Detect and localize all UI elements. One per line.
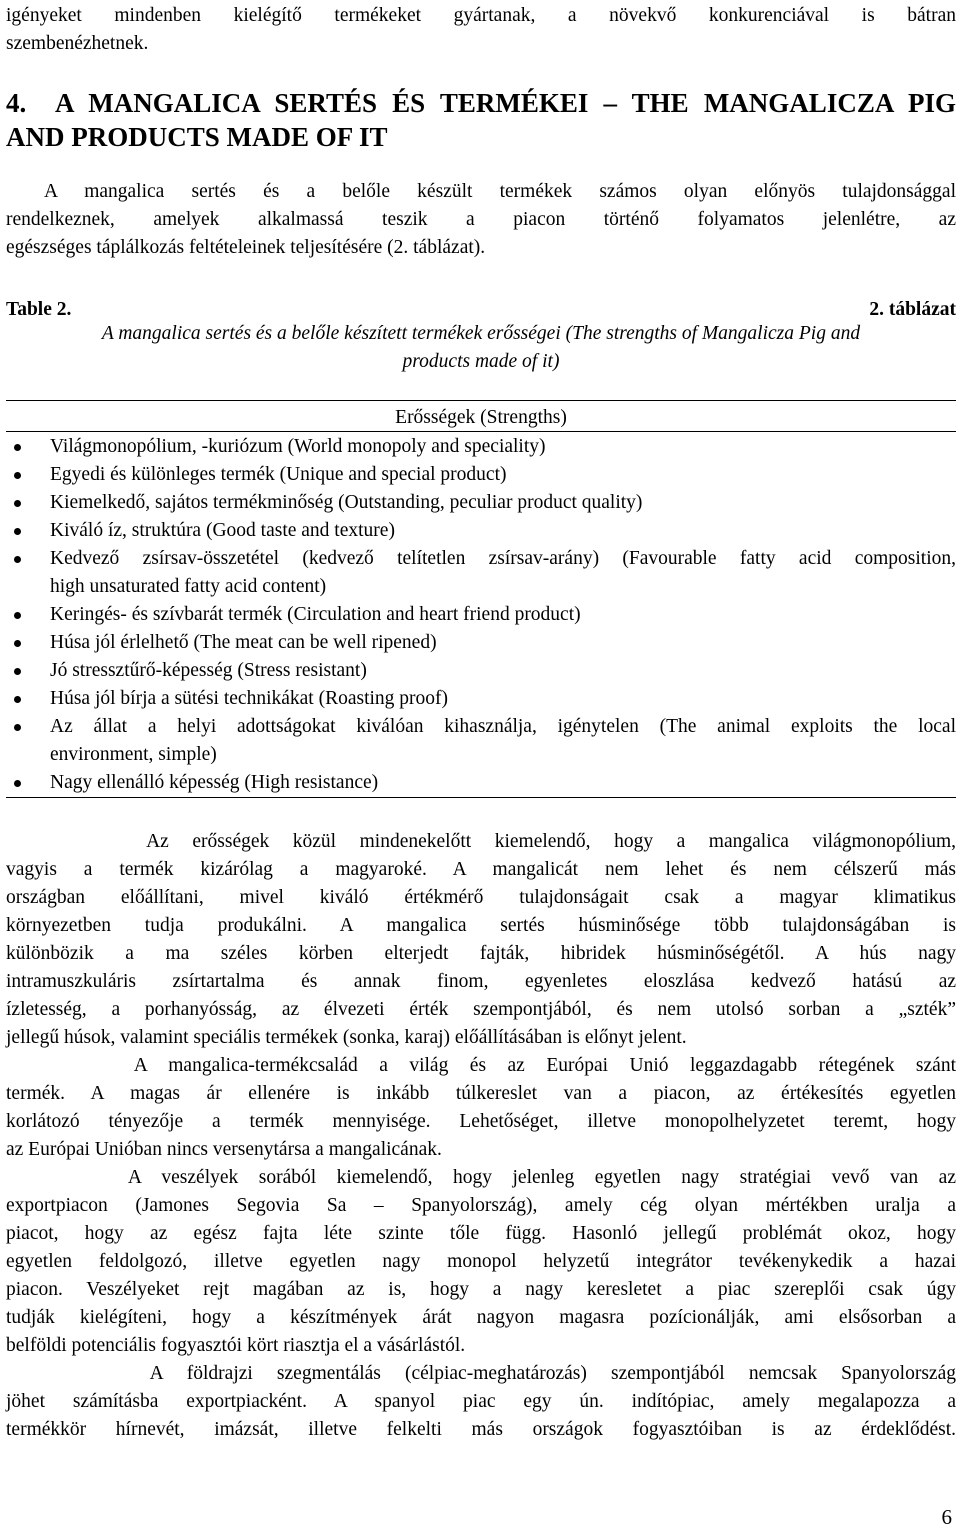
body-paragraph [6,828,956,1052]
bullet-icon [14,556,21,563]
text-line: jöhet számításba exportpiacként. A spanyol piac egy ún. indítópiac, amely megalapozza a [6,1391,956,1412]
list-item-text: Kiemelkedő, sajátos termékminőség (Outstanding, peculiar product quality) [50,492,643,513]
text-line: az Európai Unióban nincs versenytársa a mangalicának. [6,1139,442,1160]
text-line: A veszélyek sorából kiemelendő, hogy jelenleg egyetlen nagy stratégiai vevő van az [6,1167,956,1188]
page-number: 6 [941,1505,952,1529]
caption-line: A mangalica sertés és a belőle készített termékek erősségei (The strengths of Mangalicza Pig and [101,323,861,344]
caption-line: products made of it) [402,351,560,372]
section-paragraph [6,178,956,262]
text-line: rendelkeznek, amelyek alkalmassá teszik a piacon történő folyamatos jelenlétre, az [6,209,956,230]
bullet-icon [14,668,21,675]
text-line: intramuszkuláris zsírtartalma és annak finom, egyenletes eloszlása kedvező hatású az [6,971,956,992]
list-item [6,545,956,601]
list-item-text: Kiváló íz, struktúra (Good taste and texture) [50,520,395,541]
text-line: országban előállítani, mivel kiváló értékmérő tulajdonságait csak a magyar klimatikus [6,887,956,908]
heading-line: AND PRODUCTS MADE OF IT [6,122,388,152]
list-item [6,713,956,769]
list-item [6,489,956,517]
text-line: A földrajzi szegmentálás (célpiac-meghatározás) szempontjából nemcsak Spanyolország [6,1363,956,1384]
text-line: környezetben tudja produkálni. A mangalica sertés húsminősége több tulajdonságában is [6,915,956,936]
bullet-icon [14,696,21,703]
body-paragraph [6,1360,956,1444]
bullet-icon [14,780,21,787]
text-line: piacot, hogy az egész fajta léte szinte tőle függ. Hasonló jellegű problémát okoz, hogy [6,1223,956,1244]
text-line: szembenézhetnek. [6,33,149,54]
bullet-icon [14,528,21,535]
bullet-icon [14,724,21,731]
list-item-text: Keringés- és szívbarát termék (Circulation and heart friend product) [50,604,581,625]
text-line: exportpiacon (Jamones Segovia Sa – Spanyolország), amely cég olyan mértékben uralja a [6,1195,956,1216]
table-label-hu: 2. táblázat [869,299,956,320]
list-item [6,657,956,685]
list-item-text: Kedvező zsírsav-összetétel (kedvező telítetlen zsírsav-arány) (Favourable fatty acid composition, [50,548,956,569]
table-header: Erősségek (Strengths) [395,407,567,428]
text-line: A mangalica-termékcsalád a világ és az Európai Unió leggazdagabb rétegének szánt [6,1055,956,1076]
text-line: termék. A magas ár ellenére is inkább túlkereslet van a piacon, az értékesítés egyetlen [6,1083,956,1104]
list-item-text: Az állat a helyi adottságokat kiválóan kihasználja, igénytelen (The animal exploits the local [50,716,956,737]
text-line: Az erősségek közül mindenekelőtt kiemelendő, hogy a mangalica világmonopólium, [6,831,956,852]
list-item [6,629,956,657]
list-item [6,685,956,713]
text-line: jellegű húsok, valamint speciális termékek (sonka, karaj) előállításában is előnyt jelent. [6,1027,687,1048]
body-paragraph [6,1052,956,1164]
list-item-text: Nagy ellenálló képesség (High resistance) [50,772,379,793]
bullet-icon [14,612,21,619]
text-line: korlátozó tényezője a termék mennyisége. Lehetőséget, illetve monopolhelyzetet teremt, hogy [6,1111,956,1132]
list-item [6,433,956,461]
text-line: egyetlen feldolgozó, illetve egyetlen nagy monopol helyzetű integrátor tevékenykedik a hazai [6,1251,956,1272]
list-item-text: Jó stressztűrő-képesség (Stress resistant) [50,660,367,681]
strengths-list [6,433,956,797]
table-top-rule [6,400,956,401]
text-line: A mangalica sertés és a belőle készült termékek számos olyan előnyös tulajdonsággal [44,181,956,202]
table-header-rule [6,431,956,432]
bullet-icon [14,500,21,507]
list-item [6,517,956,545]
text-line: vagyis a termék kizárólag a magyaroké. A mangalicát nem lehet és nem célszerű más [6,859,956,880]
text-line: egészséges táplálkozás feltételeinek teljesítésére (2. táblázat). [6,237,486,258]
bullet-icon [14,444,21,451]
bullet-icon [14,472,21,479]
body-paragraph [6,1164,956,1360]
section-heading [6,86,956,154]
text-line: ízletesség, a porhanyósság, az élvezeti érték szempontjából, és nem utolsó sorban a „szték” [6,999,956,1020]
list-item-text: environment, simple) [50,744,217,765]
list-item-text: Világmonopólium, -kuriózum (World monopoly and speciality) [50,436,546,457]
table-bottom-rule [6,797,956,798]
text-line: piacon. Veszélyeket rejt magában az is, hogy a nagy keresletet a piac szereplői csak úgy [6,1279,956,1300]
list-item-text: Húsa jól bírja a sütési technikákat (Roasting proof) [50,688,449,709]
intro-paragraph [6,2,956,58]
list-item-text: Egyedi és különleges termék (Unique and special product) [50,464,507,485]
list-item-text: high unsaturated fatty acid content) [50,576,327,597]
text-line: különbözik a ma széles körben elterjedt fajták, hibridek húsminőségétől. A hús nagy [6,943,956,964]
list-item [6,769,956,797]
heading-line: 4. A MANGALICA SERTÉS ÉS TERMÉKEI – THE MANGALICZA PIG [6,88,956,118]
list-item-text: Húsa jól érlelhető (The meat can be well ripened) [50,632,437,653]
list-item [6,601,956,629]
text-line: belföldi potenciális fogyasztói kört riasztja el a vásárlástól. [6,1335,466,1356]
table-label-en: Table 2. [6,299,72,320]
text-line: tudják kielégíteni, hogy a készítmények árát nagyon magasra pozícionálják, ami elsősorban a [6,1307,956,1328]
text-line: termékkör hírnevét, imázsát, illetve felkelti más országok fogyasztóiban is az érdeklődést. [6,1419,956,1440]
bullet-icon [14,640,21,647]
body-text [6,828,956,1444]
text-line: igényeket mindenben kielégítő termékeket gyártanak, a növekvő konkurenciával is bátran [6,5,956,26]
list-item [6,461,956,489]
table-caption [6,320,956,376]
